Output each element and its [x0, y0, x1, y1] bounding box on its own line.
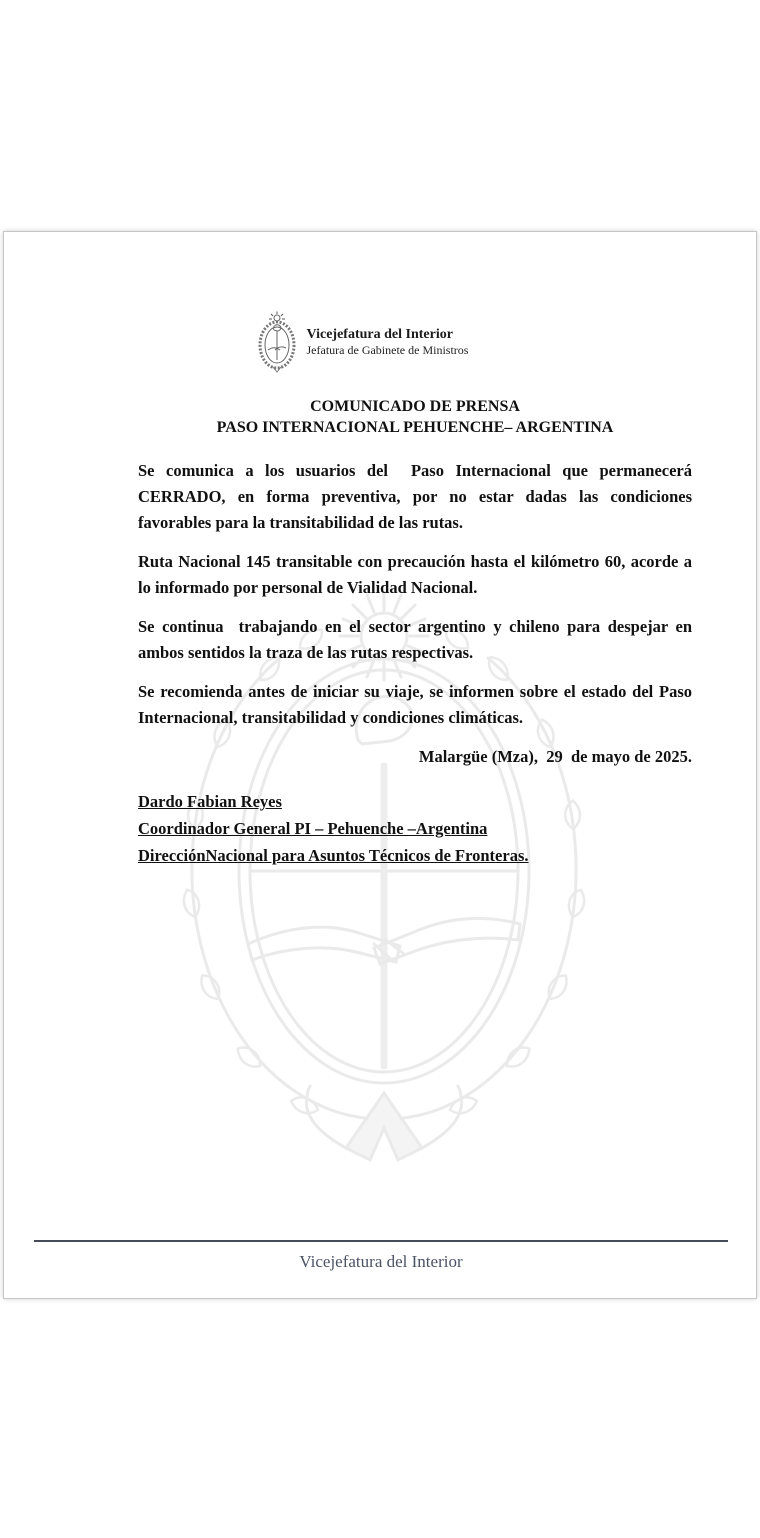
argentina-coat-of-arms-icon — [252, 310, 302, 374]
letterhead-text — [307, 326, 469, 358]
page-footer — [34, 1240, 728, 1272]
document-title — [138, 396, 692, 438]
footer-text: Vicejefatura del Interior — [299, 1252, 463, 1271]
title-line-1: COMUNICADO DE PRENSA — [310, 398, 520, 415]
signature-block — [138, 788, 692, 869]
paragraphs — [138, 458, 697, 731]
title-line-2: PASO INTERNACIONAL PEHUENCHE– ARGENTINA — [216, 419, 614, 436]
footer-rule — [34, 1240, 728, 1242]
signature-role: Coordinador General PI – Pehuenche –Argentina — [138, 819, 488, 838]
paragraph-3: Se continua trabajando en el sector argentino y chileno para despejar en ambos sentidos la traza de las rutas respectivas. — [138, 617, 697, 662]
paragraph-2: Ruta Nacional 145 transitable con precaución hasta el kilómetro 60, acorde a lo informado por personal de Vialidad Nacional. — [138, 552, 697, 597]
signature-office: DirecciónNacional para Asuntos Técnicos de Fronteras. — [138, 846, 529, 865]
letterhead — [3, 310, 756, 374]
signature-name: Dardo Fabian Reyes — [138, 792, 282, 811]
org-subtitle: Jefatura de Gabinete de Ministros — [306, 343, 469, 357]
dateline: Malargüe (Mza), 29 de mayo de 2025. — [418, 747, 692, 766]
paragraph-4: Se recomienda antes de iniciar su viaje, se informen sobre el estado del Paso Internacional, transitabilidad y condiciones climáticas. — [138, 682, 697, 727]
org-name: Vicejefatura del Interior — [306, 327, 453, 342]
document-page — [3, 231, 757, 1299]
document-body — [4, 396, 756, 869]
paragraph-1: Se comunica a los usuarios del Paso Internacional que permanecerá CERRADO, en forma preventiva, por no estar dadas las condiciones favorables para la transitabilidad de las rutas. — [138, 461, 697, 532]
